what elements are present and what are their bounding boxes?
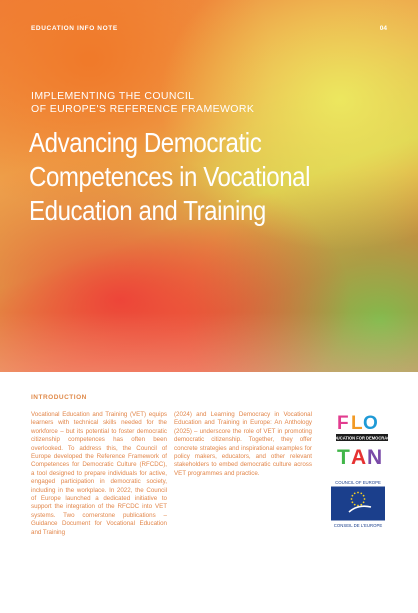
title-line: Advancing Democratic: [29, 127, 262, 158]
page-title: [29, 126, 339, 228]
intro-column-2: (2024) and Learning Democracy in Vocational Education and Training in Europe: An Anthology (2025) – underscore the role of VET in promoting democratic citizenship. Together, they offer concrete strategies and inspirational examples for policy makers, educators, and other relevant stakeholders to embed democratic culture across VET programmes and practice.: [174, 411, 312, 477]
education-for-democracy-logo: [331, 412, 393, 469]
council-of-europe-logo: [331, 479, 385, 529]
page-number: 04: [379, 25, 387, 32]
logo-letter-f: F: [337, 413, 349, 434]
coe-bottom-text: CONSEIL DE L'EUROPE: [333, 523, 383, 528]
introduction-heading: INTRODUCTION: [31, 394, 87, 401]
title-line: Education and Training: [29, 195, 266, 226]
kicker-line: IMPLEMENTING THE COUNCIL: [31, 90, 195, 102]
logo-letter-a: A: [351, 446, 367, 469]
logo-letter-o: O: [363, 413, 378, 434]
info-note-label: EDUCATION INFO NOTE: [31, 25, 118, 32]
intro-column-1: Vocational Education and Training (VET) equips learners with technical skills needed for the workforce – but its potential to foster democratic citizenship competences has often been overlooked. To address this, the Council of Europe developed the Reference Framework of Competences for Democratic Culture (RFCDC), a tool designed to prepare individuals for active, engaged participation in democratic society, including in the workplace. In 2022, the Council of Europe launched a dedicated initiative to support the integration of the RFCDC into VET systems. Two cornerstone publications – Guidance Document for Vocational Education and Training: [31, 411, 167, 536]
logo-letter-n: N: [367, 446, 383, 469]
logo-letter-l: L: [351, 413, 363, 434]
title-line: Competences in Vocational: [29, 161, 311, 192]
coe-top-text: COUNCIL OF EUROPE: [335, 480, 381, 485]
logo-band-text: EDUCATION FOR DEMOCRACY: [331, 435, 393, 441]
logo-letter-t: T: [337, 446, 350, 469]
hero-kicker: [31, 90, 291, 116]
kicker-line: OF EUROPE'S REFERENCE FRAMEWORK: [31, 103, 255, 115]
